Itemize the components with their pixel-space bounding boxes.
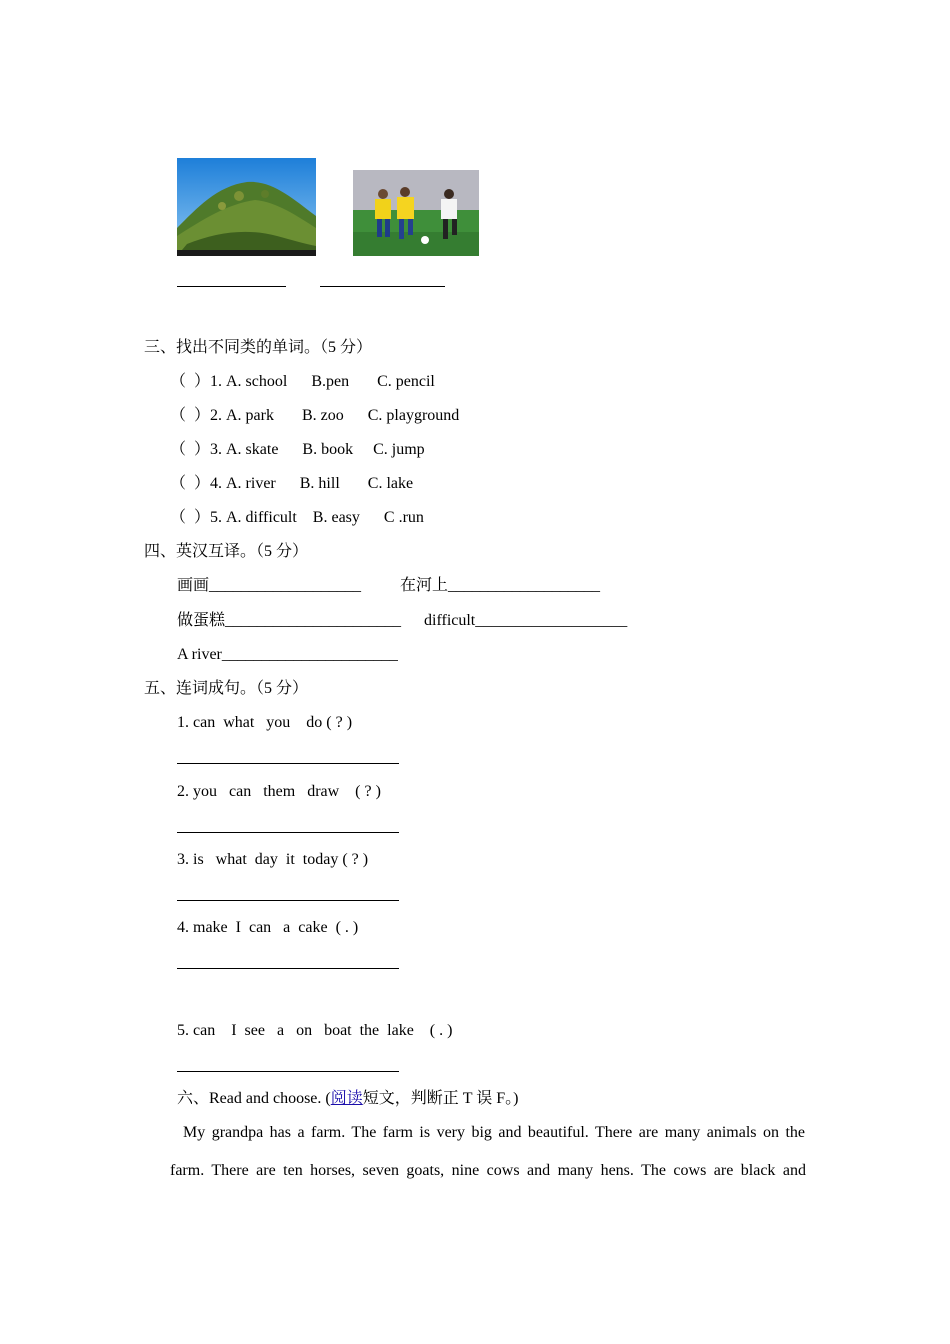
sentence-prompt: 5. can I see a on boat the lake ( . )	[177, 1022, 453, 1039]
football-picture	[353, 170, 479, 256]
section4-heading: 四、英汉互译。（5 分）	[144, 543, 309, 560]
translation-item: 在河上___________________	[400, 577, 601, 594]
section3-heading: 三、找出不同类的单词。（5 分）	[144, 339, 373, 356]
sentence-prompt: 2. you can them draw ( ? )	[177, 783, 381, 800]
reading-link[interactable]: 阅读	[330, 1090, 363, 1107]
question-item: （ ）4. A. river B. hill C. lake	[170, 475, 414, 492]
sentence-answer-line[interactable]	[177, 763, 399, 764]
translation-item: difficult___________________	[424, 612, 628, 629]
answer-line-picture-1[interactable]	[177, 286, 286, 287]
section5-heading: 五、连词成句。（5 分）	[144, 680, 309, 697]
sentence-answer-line[interactable]	[177, 900, 399, 901]
section6-heading-suffix: 短文，判断正 T 误 F。)	[362, 1090, 519, 1107]
reading-line-1: My grandpa has a farm. The farm is very big and beautiful. There are many animals on the	[183, 1124, 805, 1141]
question-item: （ ）1. A. school B.pen C. pencil	[170, 373, 435, 390]
translation-item: A river______________________	[177, 646, 398, 663]
sentence-answer-line[interactable]	[177, 968, 399, 969]
translation-item: 画画___________________	[177, 577, 362, 594]
sentence-prompt: 1. can what you do ( ? )	[177, 714, 353, 731]
question-item: （ ）3. A. skate B. book C. jump	[170, 441, 425, 458]
section6-heading	[177, 1089, 518, 1109]
question-item: （ ）5. A. difficult B. easy C .run	[170, 509, 424, 526]
reading-line-2: farm. There are ten horses, seven goats, nine cows and many hens. The cows are black and	[170, 1162, 806, 1179]
question-item: （ ）2. A. park B. zoo C. playground	[170, 407, 460, 424]
answer-line-picture-2[interactable]	[320, 286, 445, 287]
sentence-prompt: 3. is what day it today ( ? )	[177, 851, 369, 868]
section6-heading-prefix: 六、Read and choose. (	[177, 1090, 331, 1107]
hill-picture	[177, 158, 316, 256]
sentence-answer-line[interactable]	[177, 1071, 399, 1072]
sentence-answer-line[interactable]	[177, 832, 399, 833]
sentence-prompt: 4. make I can a cake ( . )	[177, 919, 359, 936]
translation-item: 做蛋糕______________________	[177, 612, 402, 629]
